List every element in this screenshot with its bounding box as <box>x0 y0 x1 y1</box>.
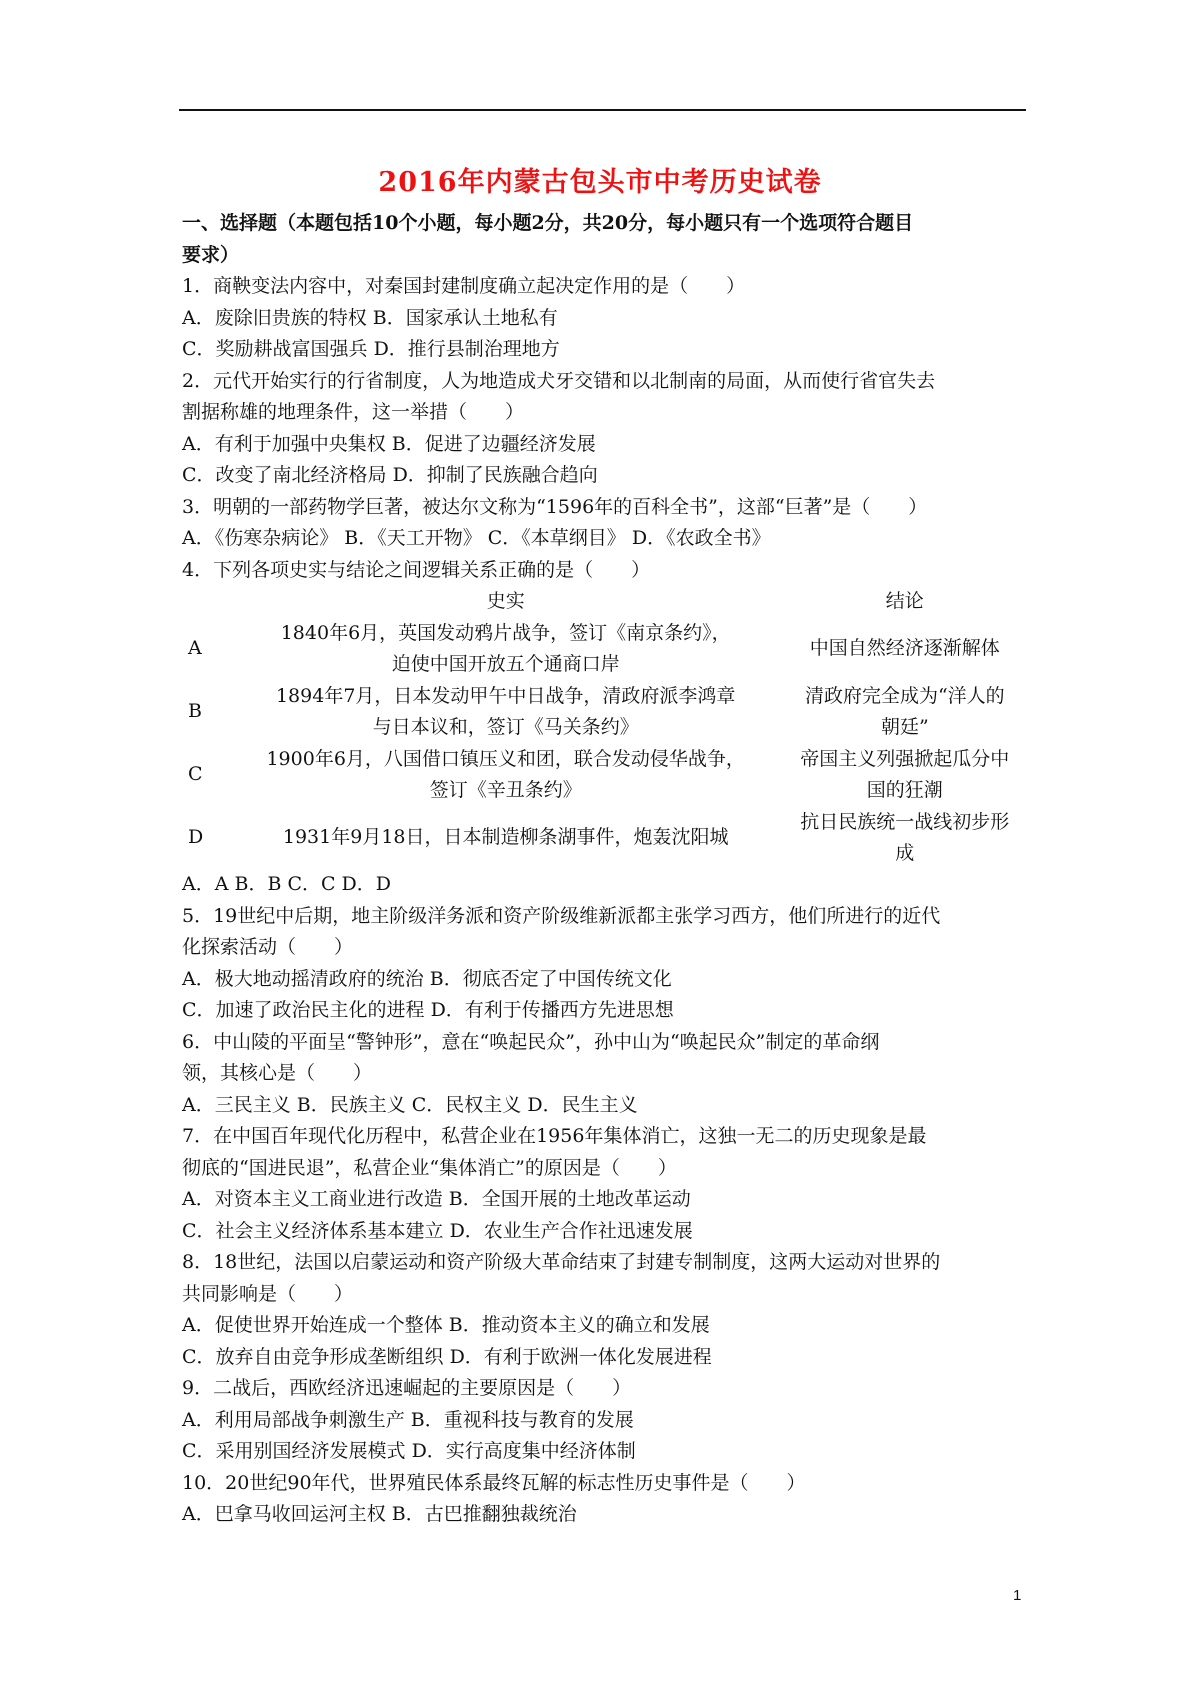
q9-stem: 9．二战后，西欧经济迅速崛起的主要原因是（ ） <box>182 1377 632 1399</box>
q4-row-b <box>182 680 1026 743</box>
q4-fact-line2: 签订《辛丑条约》 <box>429 778 582 801</box>
q10-options-ab: A．巴拿马收回运河主权 B．古巴推翻独裁统治 <box>182 1503 577 1525</box>
q7-options-cd: C．社会主义经济体系基本建立 D．农业生产合作社迅速发展 <box>182 1219 693 1242</box>
q1-options-cd: C．奖励耕战富国强兵 D．推行县制治理地方 <box>182 338 560 360</box>
q2-options-cd: C．改变了南北经济格局 D．抑制了民族融合趋向 <box>182 464 598 486</box>
exam-content <box>182 208 1026 1531</box>
q8-stem-line1: 8．18世纪，法国以启蒙运动和资产阶级大革命结束了封建专制制度，这两大运动对世界的 <box>182 1251 941 1273</box>
q4-row-fact <box>228 743 784 806</box>
q4-concl-line1: 抗日民族统一战线初步形 <box>800 810 1010 833</box>
q5-stem-line1: 5．19世纪中后期，地主阶级洋务派和资产阶级维新派都主张学习西方，他们所进行的近代 <box>182 904 941 927</box>
q6-stem-line2: 领，其核心是（ ） <box>182 1062 373 1084</box>
q4-concl-line2: 朝廷” <box>880 715 929 738</box>
q4-fact-line1: 1894年7月，日本发动甲午中日战争，清政府派李鸿章 <box>275 684 736 707</box>
q2-stem-line1: 2．元代开始实行的行省制度，人为地造成犬牙交错和以北制南的局面，从而使行省官失去 <box>182 369 936 392</box>
q7-stem-line2: 彻底的“国进民退”，私营企业“集体消亡”的原因是（ ） <box>182 1156 677 1179</box>
page-number: 1 <box>1013 1587 1022 1604</box>
q4-row-label: B <box>188 699 202 722</box>
section-heading-line1: 一、选择题（本题包括10个小题，每小题2分，共20分，每小题只有一个选项符合题目 <box>182 212 914 234</box>
q4-fact-line2: 与日本议和，签订《马关条约》 <box>372 715 639 738</box>
section-heading-line2: 要求） <box>182 243 240 266</box>
q4-row-label: D <box>188 825 204 848</box>
q6-stem-line1: 6．中山陵的平面呈“警钟形”，意在“唤起民众”，孙中山为“唤起民众”制定的革命纲 <box>182 1030 880 1053</box>
q2-stem-line2: 割据称雄的地理条件，这一举措（ ） <box>182 401 525 423</box>
q4-concl-line2: 成 <box>895 841 915 864</box>
q4-row-label: C <box>188 762 203 785</box>
q9-options-cd: C．采用别国经济发展模式 D．实行高度集中经济体制 <box>182 1440 636 1462</box>
q4-concl-line1: 帝国主义列强掀起瓜分中 <box>800 747 1010 770</box>
q3-stem: 3．明朝的一部药物学巨著，被达尔文称为“1596年的百科全书”，这部“巨著”是（ ） <box>182 495 928 518</box>
q4-row-a <box>182 617 1026 680</box>
q4-row-conclusion <box>784 806 1026 869</box>
q4-row-label: A <box>188 636 202 659</box>
q4-concl-line1: 中国自然经济逐渐解体 <box>809 637 1000 659</box>
header-rule <box>179 109 1026 111</box>
q10-stem: 10．20世纪90年代，世界殖民体系最终瓦解的标志性历史事件是（ ） <box>182 1471 806 1494</box>
q5-stem-line2: 化探索活动（ ） <box>182 936 354 958</box>
q9-options-ab: A．利用局部战争刺激生产 B．重视科技与教育的发展 <box>182 1408 634 1431</box>
page-title: 2016年内蒙古包头市中考历史试卷 <box>378 167 822 198</box>
q8-stem-line2: 共同影响是（ ） <box>182 1282 354 1305</box>
q4-row-d <box>182 806 1026 869</box>
q4-row-conclusion <box>784 617 1026 680</box>
q5-options-ab: A．极大地动摇清政府的统治 B．彻底否定了中国传统文化 <box>182 967 672 990</box>
q4-header-fact: 史实 <box>486 590 525 612</box>
q6-options: A．三民主义 B．民族主义 C．民权主义 D．民生主义 <box>182 1093 638 1116</box>
q4-row-fact <box>228 617 784 680</box>
q5-options-cd: C．加速了政治民主化的进程 D．有利于传播西方先进思想 <box>182 999 674 1021</box>
q4-fact-line1: 1840年6月，英国发动鸦片战争，签订《南京条约》， <box>280 621 731 644</box>
q4-concl-line2: 国的狂潮 <box>866 778 943 801</box>
q4-fact-line2: 迫使中国开放五个通商口岸 <box>391 652 620 675</box>
q4-header-conclusion: 结论 <box>885 590 924 612</box>
q2-options-ab: A．有利于加强中央集权 B．促进了边疆经济发展 <box>182 432 596 455</box>
q4-row-conclusion <box>784 743 1026 806</box>
q7-options-ab: A．对资本主义工商业进行改造 B．全国开展的土地改革运动 <box>182 1188 691 1210</box>
q4-table-header <box>182 586 1026 617</box>
q4-table <box>182 586 1026 869</box>
q1-stem: 1．商鞅变法内容中，对秦国封建制度确立起决定作用的是（ ） <box>182 275 746 297</box>
q8-options-ab: A．促使世界开始连成一个整体 B．推动资本主义的确立和发展 <box>182 1314 710 1336</box>
q4-row-conclusion <box>784 680 1026 743</box>
q4-concl-line1: 清政府完全成为“洋人的 <box>804 684 1005 707</box>
q4-stem: 4．下列各项史实与结论之间逻辑关系正确的是（ ） <box>182 558 651 581</box>
q1-options-ab: A．废除旧贵族的特权 B．国家承认土地私有 <box>182 306 558 329</box>
q4-row-c <box>182 743 1026 806</box>
q4-row-fact <box>228 680 784 743</box>
q4-fact-line1: 1900年6月，八国借口镇压义和团，联合发动侵华战争， <box>266 747 745 770</box>
q4-fact-line1: 1931年9月18日，日本制造柳条湖事件，炮轰沈阳城 <box>282 826 729 848</box>
q3-options: A．《伤寒杂病论》 B．《天工开物》 C．《本草纲目》 D．《农政全书》 <box>182 527 771 549</box>
q4-header-blank <box>182 586 228 617</box>
q4-options: A．A B．B C．C D．D <box>182 873 392 895</box>
q8-options-cd: C．放弃自由竞争形成垄断组织 D．有利于欧洲一体化发展进程 <box>182 1345 712 1368</box>
q7-stem-line1: 7．在中国百年现代化历程中，私营企业在1956年集体消亡，这独一无二的历史现象是最 <box>182 1125 927 1147</box>
q4-row-fact <box>228 806 784 869</box>
